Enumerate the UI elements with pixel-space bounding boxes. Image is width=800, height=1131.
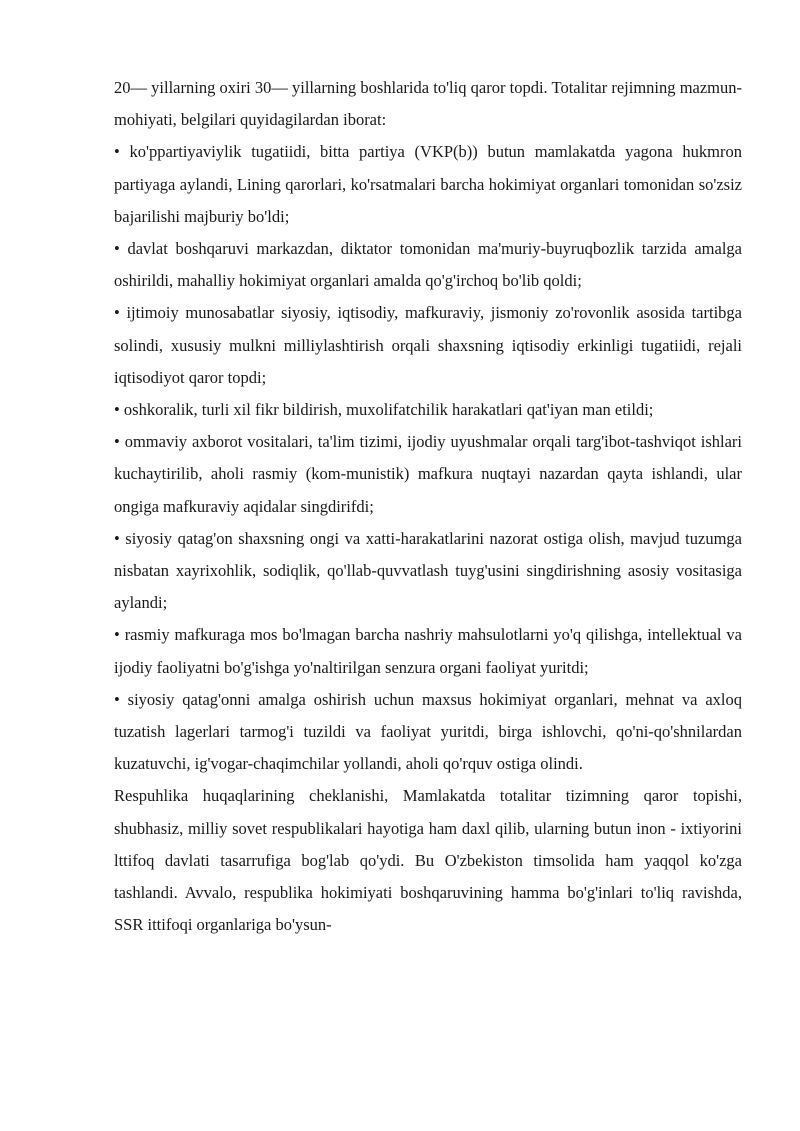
document-page [114,72,742,941]
bullet-item-3: • ijtimoiy munosabatlar siyosiy, iqtisodiy, mafkuraviy, jismoniy zo'rovonlik asosida tartibga solindi, xususiy mulkni milliylashtirish orqali shaxsning iqtisodiy erkinligi tugatiidi, rejali iqtisodiyot qaror topdi; [114,303,742,387]
bullet-item-8: • siyosiy qatag'onni amalga oshirish uchun maxsus hokimiyat organlari, mehnat va axloq tuzatish lagerlari tarmog'i tuzildi va faoliyat yuritdi, birga ishlovchi, qo'ni-qo'shnilardan kuzatuvchi, ig'vogar-chaqimchilar yollandi, aholi qo'rquv ostiga olindi. [114,689,742,774]
closing-paragraph: Respuhlika huqaqlarining cheklanishi, Mamlakatda totalitar tizimning qaror topishi, shubhasiz, milliy sovet respublikalari hayotiga ham daxl qilib, ularning butun inon - ixtiyorini lttifoq davlati tasarrufiga bog'lab qo'ydi. Bu O'zbekiston timsolida ham yaqqol ko'zga tashlandi. Avvalo, respublika hokimiyati boshqaruvining hamma bo'g'inlari to'liq ravishda, SSR ittifoqi organlariga bo'ysun- [114,786,742,935]
bullet-item-4: • oshkoralik, turli xil fikr bildirish, muxolifatchilik harakatlari qat'iyan man etildi; [114,400,654,420]
intro-paragraph: 20— yillarning oxiri 30— yillarning boshlarida to'liq qaror topdi. Totalitar rejimning mazmun-mohiyati, belgilari quyidagilardan iborat: [114,78,742,130]
bullet-item-2: • davlat boshqaruvi markazdan, diktator tomonidan ma'muriy-buyruqbozlik tarzida amalga oshirildi, mahalliy hokimiyat organlari amalda qo'g'irchoq bo'lib qoldi; [114,239,742,291]
bullet-item-7: • rasmiy mafkuraga mos bo'lmagan barcha nashriy mahsulotlarni yo'q qilishga, intellektual va ijodiy faoliyatni bo'g'ishga yo'naltirilgan senzura organi faoliyat yuritdi; [114,625,742,677]
bullet-item-1: • ko'ppartiyaviylik tugatiidi, bitta partiya (VKP(b)) butun mamlakatda yagona hukmron partiyaga aylandi, Lining qarorlari, ko'rsatmalari barcha hokimiyat organlari tomonidan so'zsiz bajarilishi majburiy bo'ldi; [114,142,742,226]
bullet-item-5: • ommaviy axborot vositalari, ta'lim tizimi, ijodiy uyushmalar orqali targ'ibot-tashviqot ishlari kuchaytirilib, aholi rasmiy (kom-munistik) mafkura nuqtayi nazardan qayta ishlandi, ular ongiga mafkuraviy aqidalar singdirifdi; [114,432,742,516]
bullet-item-6: • siyosiy qatag'on shaxsning ongi va xatti-harakatlarini nazorat ostiga olish, mavjud tuzumga nisbatan xayrixohlik, sodiqlik, qo'llab-quvvatlash tuyg'usini singdirishning asosiy vositasiga aylandi; [114,528,742,613]
